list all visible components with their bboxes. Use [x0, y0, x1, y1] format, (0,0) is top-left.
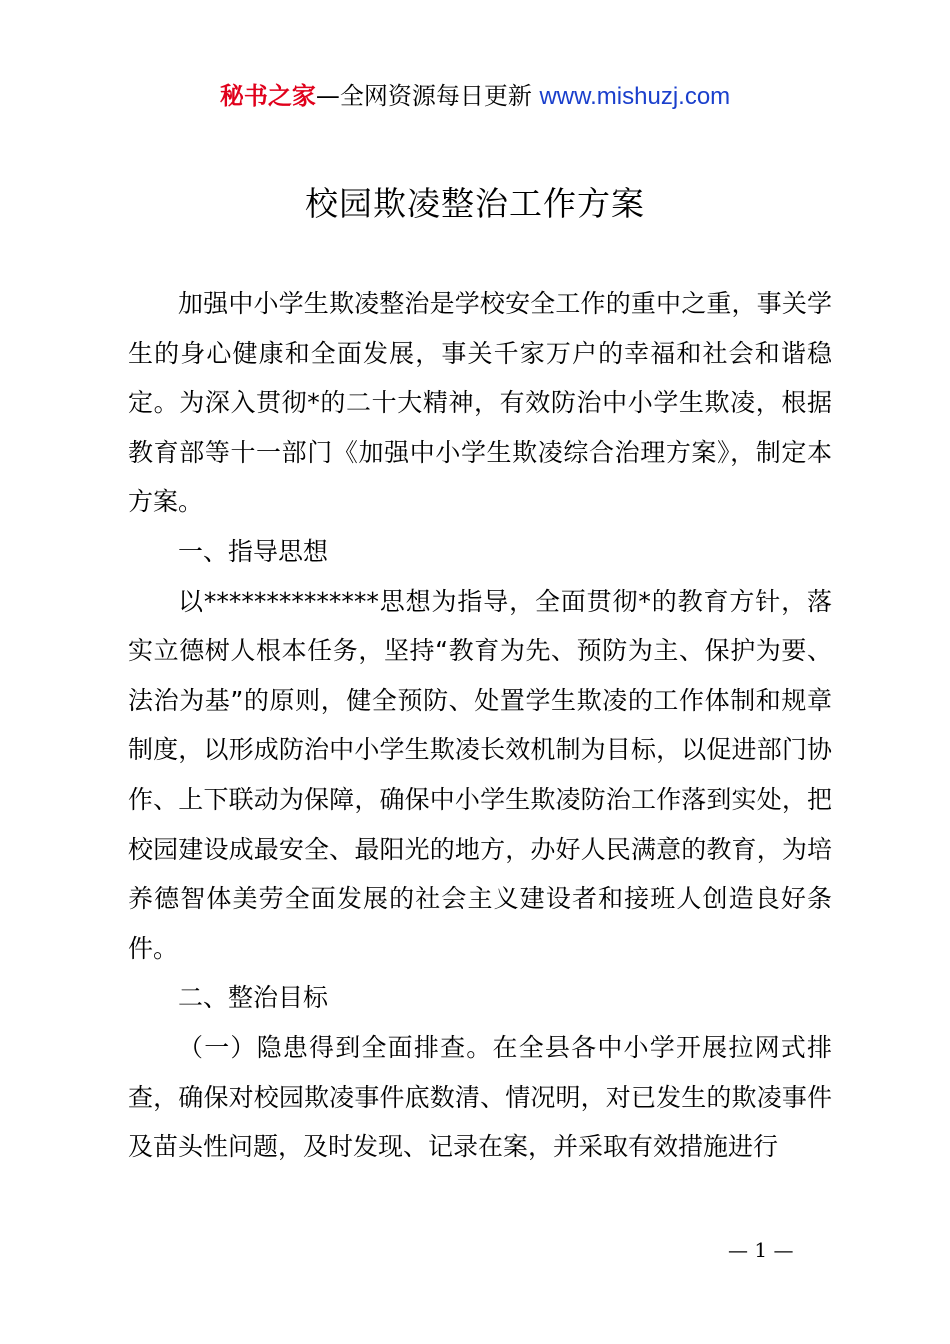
page-number: — 1 — [728, 1238, 794, 1262]
document-title: 校园欺凌整治工作方案 [305, 184, 645, 223]
site-url[interactable]: www.mishuzj.com [539, 83, 731, 110]
section-heading-goals: 二、整治目标 [178, 983, 329, 1013]
site-brand: 秘书之家 [219, 82, 316, 110]
document-body [128, 279, 832, 1172]
section-heading-guiding-ideology: 一、指导思想 [178, 536, 329, 566]
intro-paragraph: 加强中小学生欺凌整治是学校安全工作的重中之重，事关学生的身心健康和全面发展，事关千家万户的幸福和社会和谐稳定。为深入贯彻*的二十大精神，有效防治中小学生欺凌，根据教育部等十一部门《加强中小学生欺凌综合治理方案》，制定本方案。 [128, 289, 832, 517]
site-banner [0, 80, 950, 113]
goal-item-1-paragraph: （一）隐患得到全面排查。在全县各中小学开展拉网式排查，确保对校园欺凌事件底数清、情况明，对已发生的欺凌事件及苗头性问题，及时发现、记录在案，并采取有效措施进行 [128, 1032, 832, 1162]
guiding-ideology-paragraph: 以**************思想为指导，全面贯彻*的教育方针，落实立德树人根本任务，坚持“教育为先、预防为主、保护为要、法治为基”的原则，健全预防、处置学生欺凌的工作体制和规章制度，以形成防治中小学生欺凌长效机制为目标，以促进部门协作、上下联动为保障，确保中小学生欺凌防治工作落到实处，把校园建设成最安全、最阳光的地方，办好人民满意的教育，为培养德智体美劳全面发展的社会主义建设者和接班人创造良好条件。 [128, 586, 832, 963]
site-slogan: —全网资源每日更新 [315, 82, 540, 110]
